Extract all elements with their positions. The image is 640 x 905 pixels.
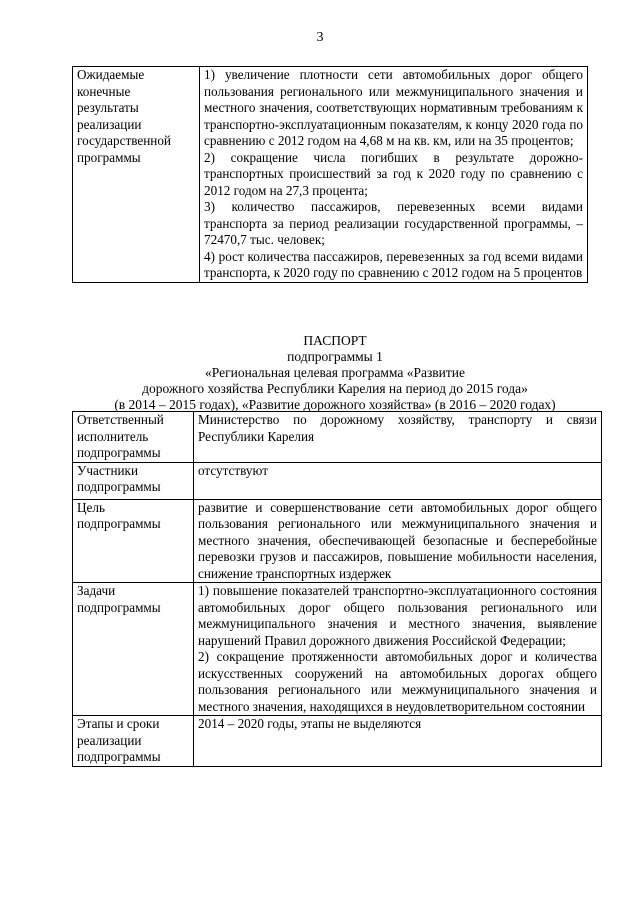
row-paragraph: развитие и совершенствование сети автомобильных дорог общего пользования регионального или межмуниципального значения и местного значения, обеспечивающей безопасные и бесперебойные перевозки грузов и пассажиров, повышение мобильности населения, снижение транспортных издержек	[198, 499, 597, 581]
table-row	[73, 583, 602, 716]
table-row	[73, 412, 602, 463]
row-label: Участники подпрограммы	[73, 462, 194, 499]
row-paragraph: Министерство по дорожному хозяйству, транспорту и связи Республики Карелия	[198, 412, 597, 444]
result-item: 3) количество пассажиров, перевезенных всеми видами транспорта за период реализации государственной программы, – 72470,7 тыс. человек;	[204, 199, 583, 247]
results-label: Ожидаемые конечные результаты реализации государственной программы	[73, 67, 200, 283]
row-content	[194, 462, 602, 499]
row-paragraph: 2014 – 2020 годы, этапы не выделяются	[198, 716, 422, 731]
passport-subtitle: подпрограммы 1	[287, 349, 383, 364]
row-paragraph: 1) повышение показателей транспортно-эксплуатационного состояния автомобильных дорог общего пользования регионального или межмуниципального значения и местного значения, выявление нарушений Правил дорожного движения Российской Федерации;	[198, 583, 597, 648]
results-content	[200, 67, 588, 283]
row-label: Цель подпрограммы	[73, 499, 194, 583]
result-item: 4) рост количества пассажиров, перевезенных за год всеми видами транспорта, к 2020 году по сравнению с 2012 годом на 5 процентов	[204, 248, 583, 280]
row-content	[194, 412, 602, 463]
row-content	[194, 716, 602, 767]
row-paragraph: 2) сокращение протяженности автомобильных дорог и количества искусственных сооружений на автомобильных дорогах общего пользования регионального или межмуниципального значения и местного значения, находящихся в неудовлетворительном состоянии	[198, 649, 597, 714]
row-label: Этапы и сроки реализации подпрограммы	[73, 716, 194, 767]
result-item: 1) увеличение плотности сети автомобильных дорог общего пользования регионального или межмуниципального значения и местного значения, соответствующих нормативным требованиям к транспортно-эксплуатационным показателям, к концу 2020 года по сравнению с 2012 годом на 4,68 м на кв. км, или на 35 процентов;	[204, 67, 583, 148]
table-row	[73, 716, 602, 767]
row-paragraph: отсутствуют	[198, 462, 268, 478]
passport-program-line: дорожного хозяйства Республики Карелия на период до 2015 года»	[142, 381, 528, 396]
passport-title: ПАСПОРТ	[303, 333, 367, 348]
row-label: Задачи подпрограммы	[73, 583, 194, 716]
page-number: 3	[316, 30, 324, 45]
passport-program-line: «Региональная целевая программа «Развитие	[205, 365, 465, 380]
results-table	[72, 66, 588, 283]
passport-table	[72, 411, 602, 767]
passport-program-line: (в 2014 – 2015 годах), «Развитие дорожного хозяйства» (в 2016 – 2020 годах)	[114, 397, 556, 412]
row-label: Ответственный исполнитель подпрограммы	[73, 412, 194, 463]
table-row	[73, 67, 588, 283]
table-row	[73, 462, 602, 499]
row-content	[194, 499, 602, 583]
table-row	[73, 499, 602, 583]
result-item: 2) сокращение числа погибших в результате дорожно-транспортных происшествий за год к 2020 году по сравнению с 2012 годом на 27,3 процента;	[204, 149, 583, 198]
row-content	[194, 583, 602, 716]
passport-heading	[0, 333, 640, 413]
